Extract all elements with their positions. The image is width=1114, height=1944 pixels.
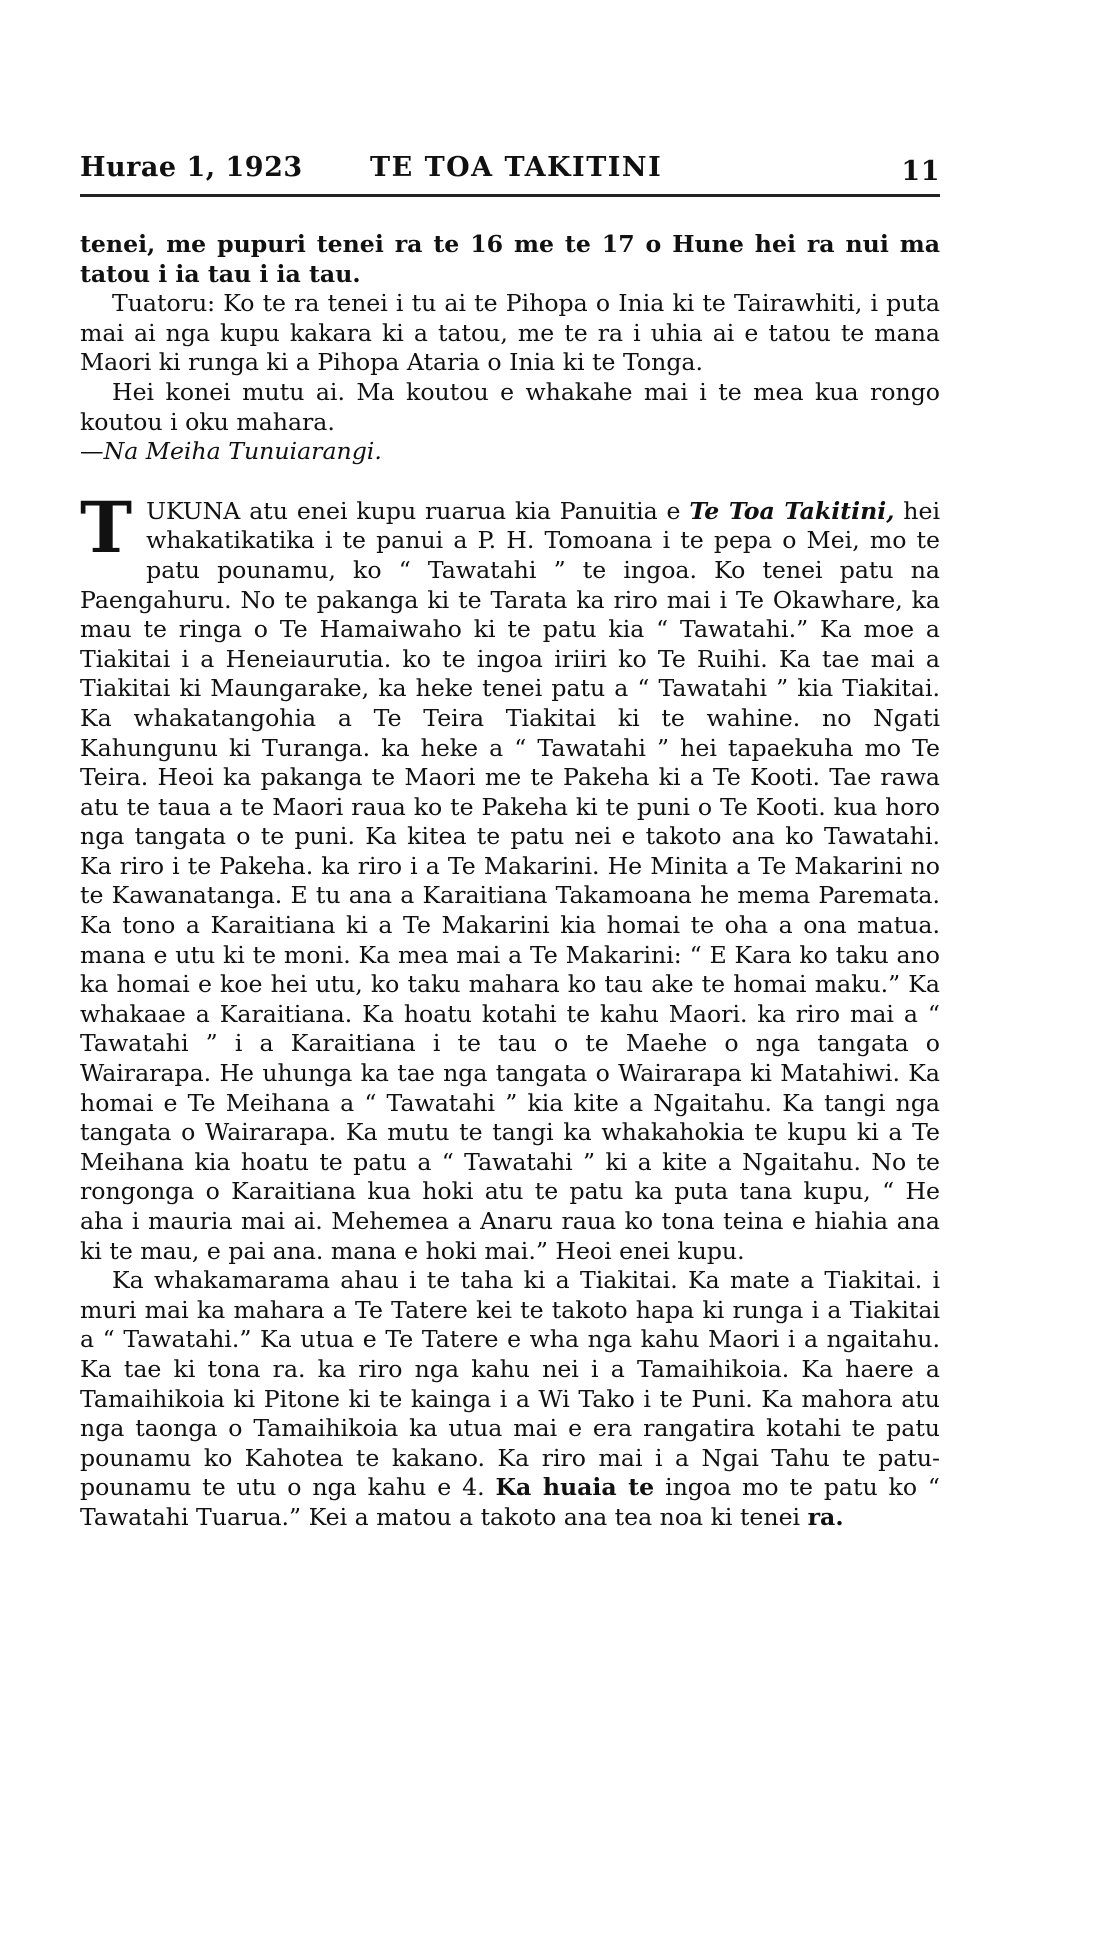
paragraph-5 (80, 1266, 940, 1532)
header-rule (80, 194, 940, 197)
paragraph-5-end: ingoa mo te patu ko “ Tawatahi Tuarua.” Kei a matou a takoto ana tea noa ki tenei (80, 1473, 940, 1531)
running-header (80, 150, 940, 190)
page-number: 11 (901, 156, 940, 187)
paragraph-1: tenei, me pupuri tenei ra te 16 me te 17 o Hune hei ra nui ma tatou i ia tau i ia tau. (80, 230, 940, 288)
newspaper-name: Te Toa Takitini, (689, 496, 895, 525)
signature-line (80, 437, 940, 467)
paragraph-4 (80, 485, 940, 1266)
paragraph-3: Hei konei mutu ai. Ma koutou e whakahe mai i te mea kua rongo koutou i oku mahara. (80, 377, 940, 436)
paragraph-2: Tuatoru: Ko te ra tenei i tu ai te Pihopa o Inia ki te Tairawhiti, i puta mai ai nga kupu kakara ki a tatou, me te ra i uhia ai e tatou te mana Maori ki runga ki a Pihopa Ataria o Inia ki te Tonga. (80, 289, 940, 377)
paragraph-5-bold: Ka huaia te (495, 1473, 655, 1502)
paragraph-5-main: Ka whakamarama ahau i te taha ki a Tiakitai. Ka mate a Tiakitai. i muri mai ka mahara a Te Tatere kei te takoto hapa ki runga i a Tiakitai a “ Tawatahi.” Ka utua e Te Tatere e wha nga kahu Maori i a ngaitahu. Ka tae ki tona ra. ka riro nga kahu nei i a Tamaihikoia. Ka haere a Tamaihikoia ki Pitone ki te kainga i a Wi Tako i te Puni. Ka mahora atu nga taonga o Tamaihikoia ka utua mai e era rangatira kotahi te patu pounamu ko Kahotea te kakano. Ka riro mai i a Ngai Tahu te patu-pounamu te utu o nga kahu e 4. (80, 1266, 940, 1502)
paragraph-4-rest: hei whakatikatika i te panui a P. H. Tomoana i te pepa o Mei, mo te patu pounamu, ko “ Tawatahi ” te ingoa. Ko tenei patu na Paengahuru. No te pakanga ki te Tarata ka riro mai i Te Okawhare, ka mau te ringa o Te Hamaiwaho ki te patu kia “ Tawatahi.” Ka moe a Tiakitai i a Heneiaurutia. ko te ingoa iriiri ko Te Ruihi. Ka tae mai a Tiakitai ki Maungarake, ka heke tenei patu a “ Tawatahi ” kia Tiakitai. Ka whakatangohia a Te Teira Tiakitai ki te wahine. no Ngati Kahungunu ki Turanga. ka heke a “ Tawatahi ” hei tapaekuha mo Te Teira. Heoi ka pakanga te Maori me te Pakeha ki a Te Kooti. Tae rawa atu te taua a te Maori raua ko te Pakeha ki te puni o Te Kooti. kua horo nga tangata o te puni. Ka kitea te patu nei e takoto ana ko Tawatahi. Ka riro i te Pakeha. ka riro i a Te Makarini. He Minita a Te Makarini no te Kawanatanga. E tu ana a Karaitiana Takamoana he mema Paremata. Ka tono a Karaitiana ki a Te Makarini kia homai te oha a ona matua. mana e utu ki te moni. Ka mea mai a Te Makarini: “ E Kara ko taku ano ka homai e koe hei utu, ko taku mahara ko tau ake te homai maku.” Ka whakaae a Karaitiana. Ka hoatu kotahi te kahu Maori. ka riro mai a “ Tawatahi ” i a Karaitiana i te tau o te Maehe o nga tangata o Wairarapa. He uhunga ka tae nga tangata o Wairarapa ki Matahiwi. Ka homai e Te Meihana a “ Tawatahi ” kia kite a Ngaitahu. Ka tangi nga tangata o Wairarapa. Ka mutu te tangi ka whakahokia te kupu ki a Te Meihana kia hoatu te patu a “ Tawatahi ” ki a kite a Ngaitahu. No te rongonga o Karaitiana kua hoki atu te patu ka puta tana kupu, “ He aha i mauria mai ai. Mehemea a Anaru raua ko tona teina e hiahia ana ki te mau, e pai ana. mana e hoki mai.” Heoi enei kupu. (80, 496, 940, 1265)
signature-dash: — (80, 437, 104, 466)
paragraph-5-last: ra. (807, 1502, 844, 1531)
drop-cap: T (80, 485, 133, 569)
issue-date: Hurae 1, 1923 (80, 152, 303, 183)
document-page (80, 150, 940, 1531)
publication-title: TE TOA TAKITINI (370, 152, 663, 183)
article-body (80, 230, 940, 1533)
signature: Na Meiha Tunuiarangi. (103, 437, 382, 466)
paragraph-4-lead: UKUNA atu enei kupu ruarua kia Panuitia e (146, 496, 690, 525)
